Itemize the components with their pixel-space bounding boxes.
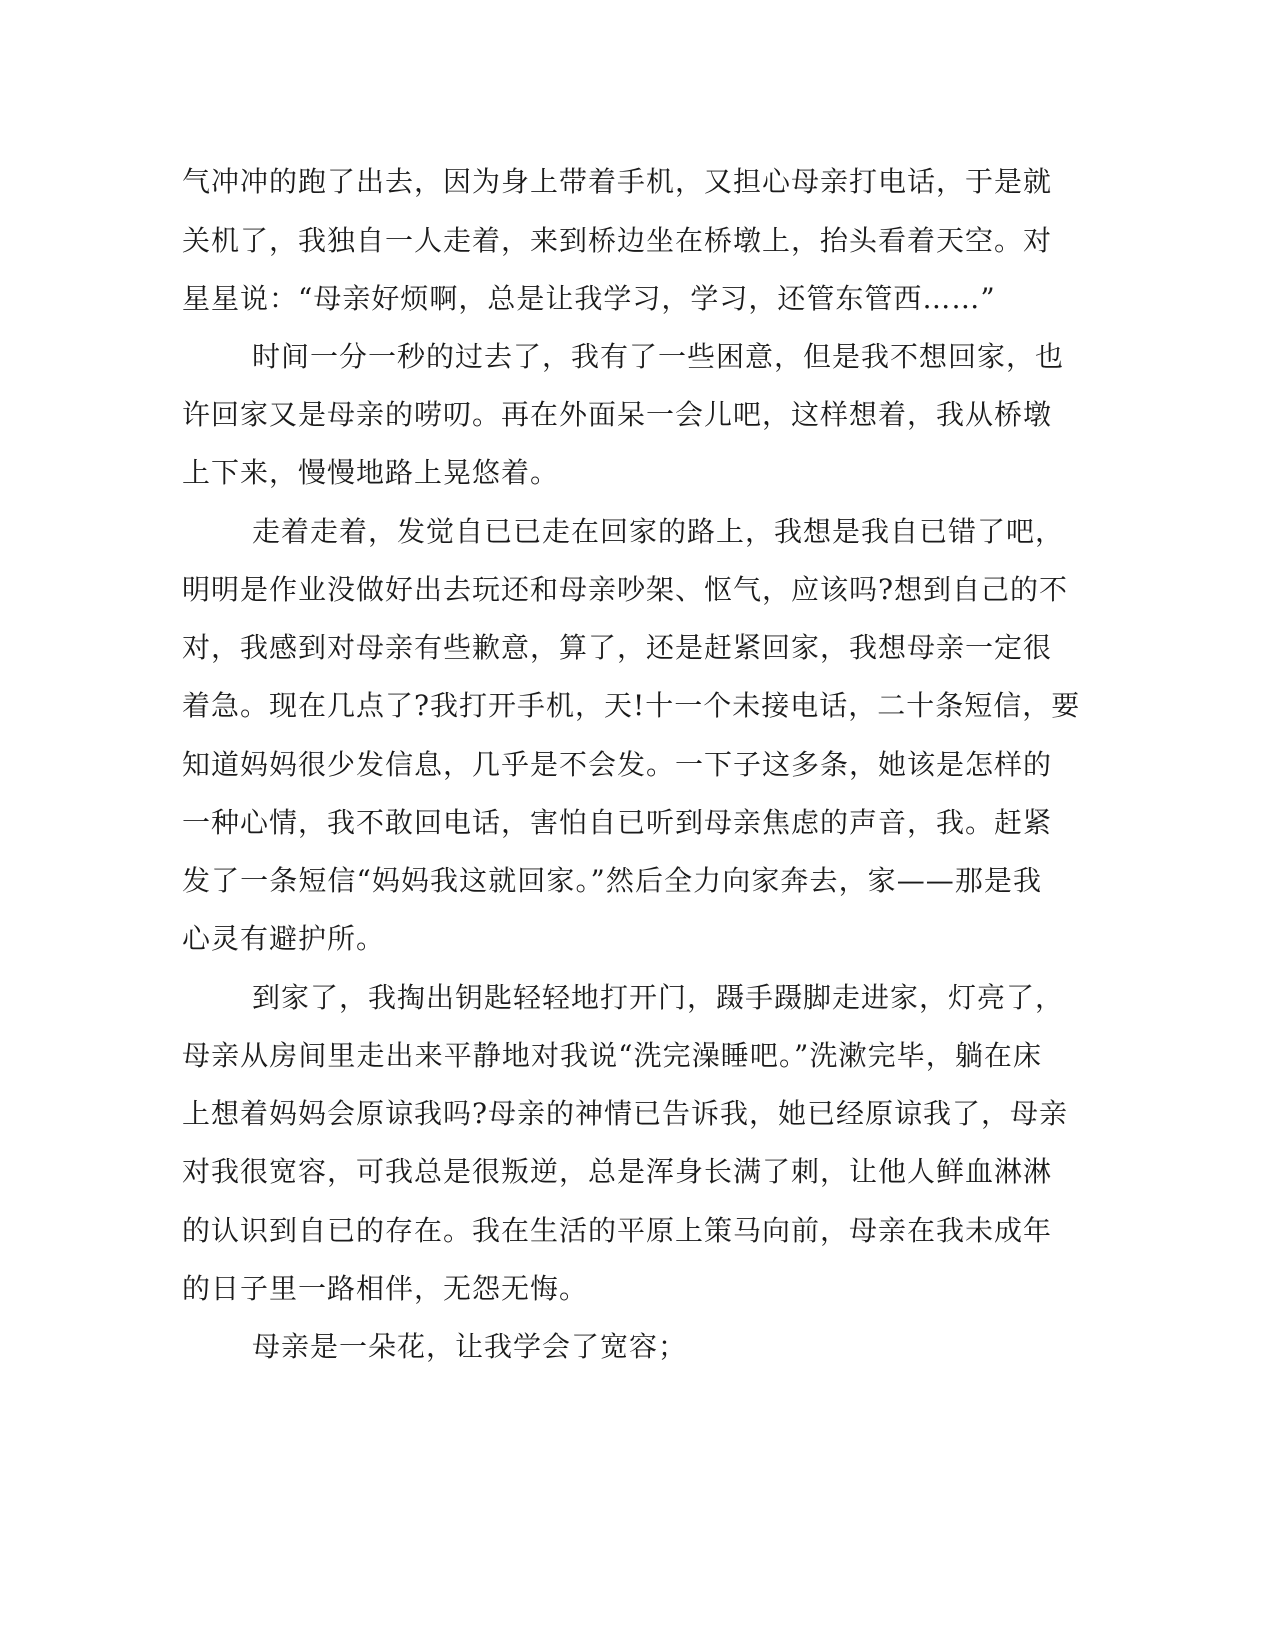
text-line: 对，我感到对母亲有些歉意，算了，还是赶紧回家，我想母亲一定很: [182, 631, 1053, 664]
text-line: 发了一条短信“妈妈我这就回家。”然后全力向家奔去，家——那是我: [182, 864, 1042, 897]
text-line: 母亲从房间里走出来平静地对我说“洗完澡睡吧。”洗漱完毕，躺在床: [182, 1039, 1042, 1072]
text-line: 着急。现在几点了?我打开手机，天!十一个未接电话，二十条短信，要: [182, 689, 1081, 722]
text-line: 关机了，我独自一人走着，来到桥边坐在桥墩上，抬头看着天空。对: [182, 224, 1053, 257]
text-line: 许回家又是母亲的唠叨。再在外面呆一会儿吧，这样想着，我从桥墩: [182, 398, 1053, 431]
text-line: 到家了，我掏出钥匙轻轻地打开门，蹑手蹑脚走进家，灯亮了，: [252, 981, 1065, 1014]
text-line: 上下来，慢慢地路上晃悠着。: [182, 456, 560, 489]
text-line: 上想着妈妈会原谅我吗?母亲的神情已告诉我，她已经原谅我了，母亲: [182, 1097, 1069, 1130]
text-line: 知道妈妈很少发信息，几乎是不会发。一下子这多条，她该是怎样的: [182, 748, 1053, 781]
text-line: 星星说：“母亲好烦啊，总是让我学习，学习，还管东管西……”: [182, 282, 996, 315]
text-line: 明明是作业没做好出去玩还和母亲吵架、怄气，应该吗?想到自己的不: [182, 573, 1069, 606]
text-line: 时间一分一秒的过去了，我有了一些困意，但是我不想回家，也: [252, 340, 1065, 373]
text-line: 的认识到自已的存在。我在生活的平原上策马向前，母亲在我未成年: [182, 1214, 1053, 1247]
text-line: 对我很宽容，可我总是很叛逆，总是浑身长满了刺，让他人鲜血淋淋: [182, 1155, 1053, 1188]
text-line: 一种心情，我不敢回电话，害怕自已听到母亲焦虑的声音，我。赶紧: [182, 806, 1053, 839]
text-line: 心灵有避护所。: [182, 922, 386, 955]
text-line: 的日子里一路相伴，无怨无悔。: [182, 1272, 589, 1305]
text-line: 走着走着，发觉自已已走在回家的路上，我想是我自已错了吧，: [252, 515, 1065, 548]
text-line: 母亲是一朵花，让我学会了宽容；: [252, 1330, 688, 1363]
text-line: 气冲冲的跑了出去，因为身上带着手机，又担心母亲打电话，于是就: [182, 165, 1053, 198]
